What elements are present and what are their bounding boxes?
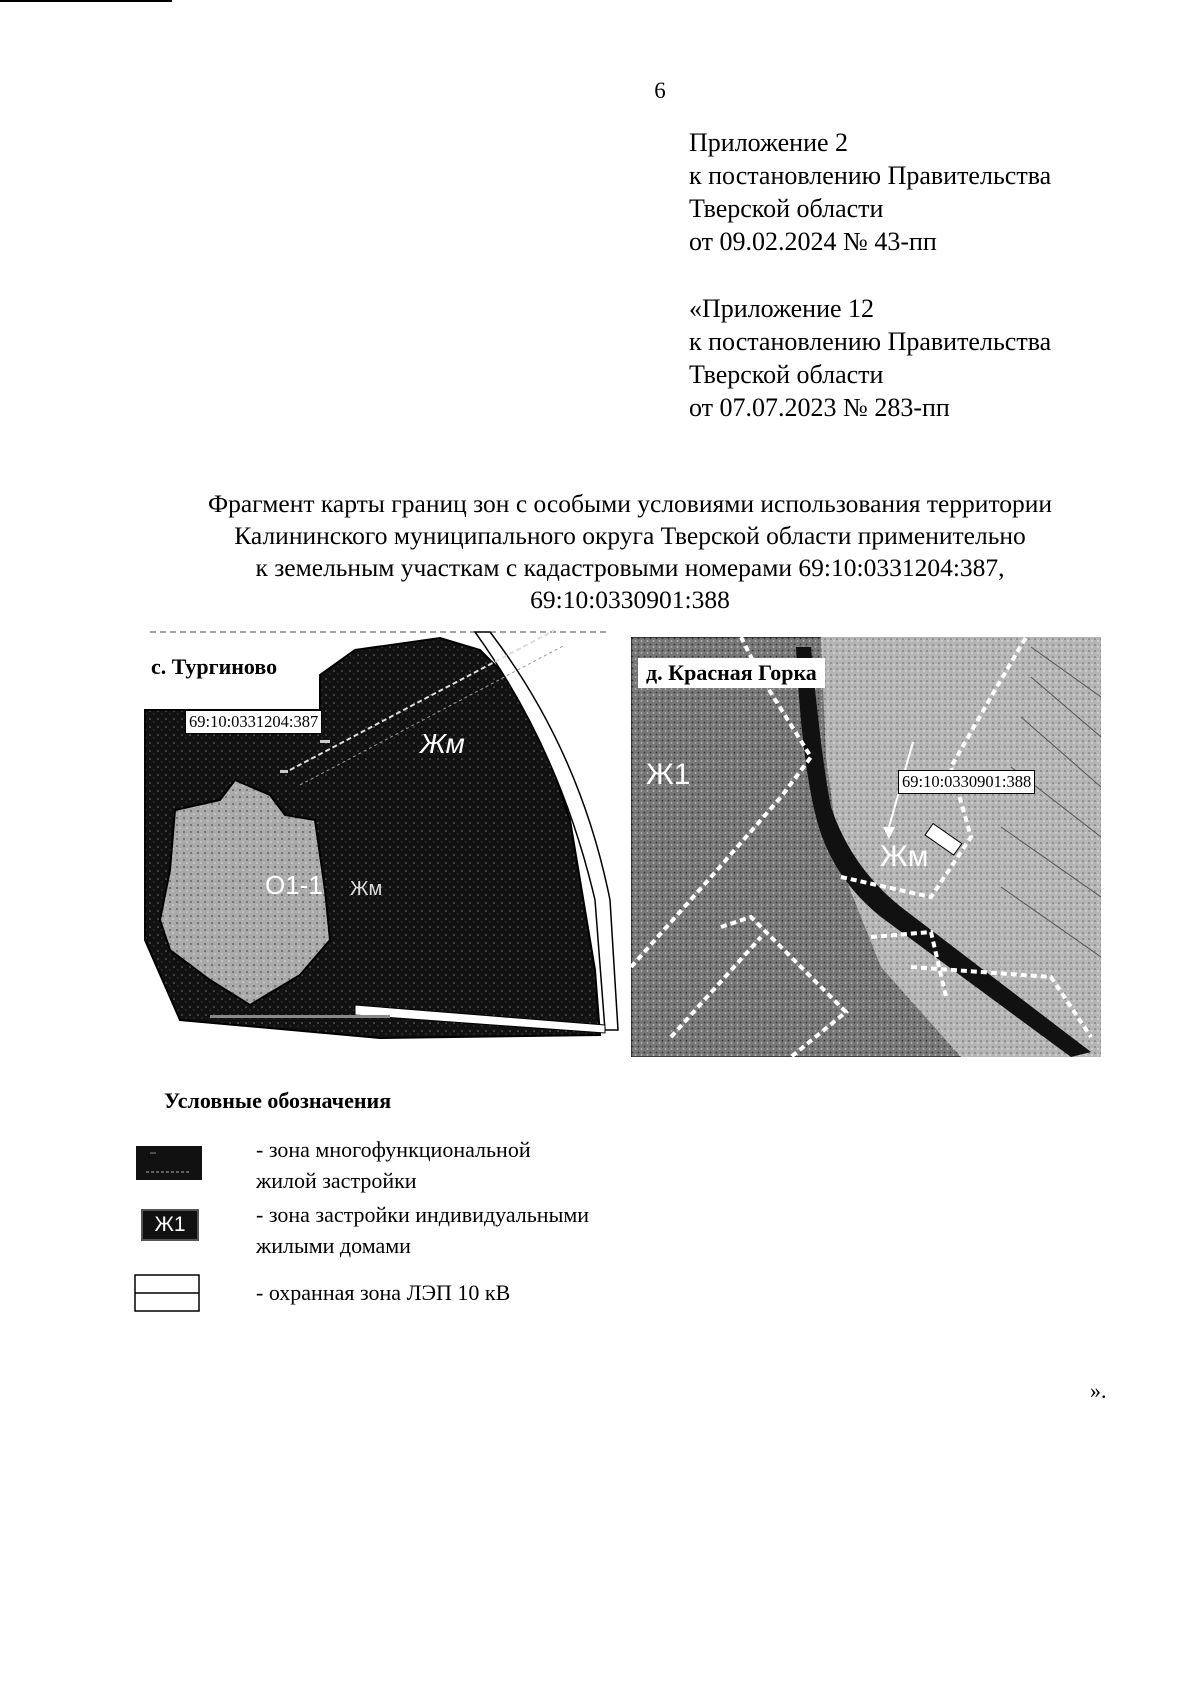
appendix-header bbox=[689, 126, 1051, 258]
legend-text-line: жилыми домами bbox=[256, 1233, 411, 1258]
appendix-line: от 09.02.2024 № 43-пп bbox=[689, 227, 937, 256]
legend-text-line: - охранная зона ЛЭП 10 кВ bbox=[256, 1280, 511, 1305]
legend-item-individual bbox=[256, 1199, 589, 1261]
title-line: 69:10:0330901:388 bbox=[530, 585, 730, 614]
cadastral-label: 69:10:0331204:387 bbox=[185, 710, 322, 734]
zone-code-zhm: Жм bbox=[880, 840, 929, 873]
map-turginovo bbox=[140, 620, 625, 1060]
legend-symbol-zh1 bbox=[141, 1209, 199, 1241]
map-place-label: д. Красная Горка bbox=[638, 658, 825, 688]
legend-text-line: жилой застройки bbox=[256, 1168, 417, 1193]
top-rule bbox=[0, 0, 172, 2]
appendix-line: «Приложение 12 bbox=[689, 294, 875, 323]
legend-text-line: - зона застройки индивидуальными bbox=[256, 1202, 590, 1227]
appendix-line: от 07.07.2023 № 283-пп bbox=[689, 393, 950, 422]
appendix-line: к постановлению Правительства bbox=[689, 161, 1052, 190]
title-line: Фрагмент карты границ зон с особыми условиями использования территории bbox=[207, 489, 1053, 518]
appendix-line: Тверской области bbox=[689, 360, 884, 389]
title-line: Калининского муниципального округа Тверской области применительно bbox=[234, 521, 1026, 550]
legend-text-line: - зона многофункциональной bbox=[256, 1137, 531, 1162]
appendix-line: к постановлению Правительства bbox=[689, 327, 1052, 356]
map-krasnaya-gorka bbox=[631, 637, 1101, 1057]
original-appendix-header bbox=[689, 292, 1051, 424]
closing-mark: ». bbox=[1090, 1378, 1107, 1403]
appendix-line: Приложение 2 bbox=[689, 128, 849, 157]
legend-symbol-dark bbox=[136, 1146, 202, 1180]
legend-item-power-line bbox=[256, 1277, 510, 1308]
appendix-line: Тверской области bbox=[689, 194, 884, 223]
zone-code-o1-1: О1-1 bbox=[265, 870, 323, 900]
legend-symbol-text: Ж1 bbox=[154, 1213, 186, 1236]
page-number: 6 bbox=[654, 78, 666, 103]
title-line: к земельным участкам с кадастровыми номерами 69:10:0331204:387, bbox=[255, 553, 1005, 582]
map-place-label: с. Тургиново bbox=[143, 652, 285, 682]
cadastral-label: 69:10:0330901:388 bbox=[898, 770, 1035, 794]
legend-symbol-power-line bbox=[134, 1274, 200, 1312]
legend-title: Условные обозначения bbox=[164, 1088, 392, 1113]
zone-code-zh1: Ж1 bbox=[646, 758, 691, 791]
document-title bbox=[150, 488, 1110, 616]
zone-code-zhm: Жм bbox=[350, 878, 383, 900]
zone-code-zhm: Жм bbox=[420, 728, 465, 759]
legend-item-multifunctional bbox=[256, 1134, 531, 1196]
